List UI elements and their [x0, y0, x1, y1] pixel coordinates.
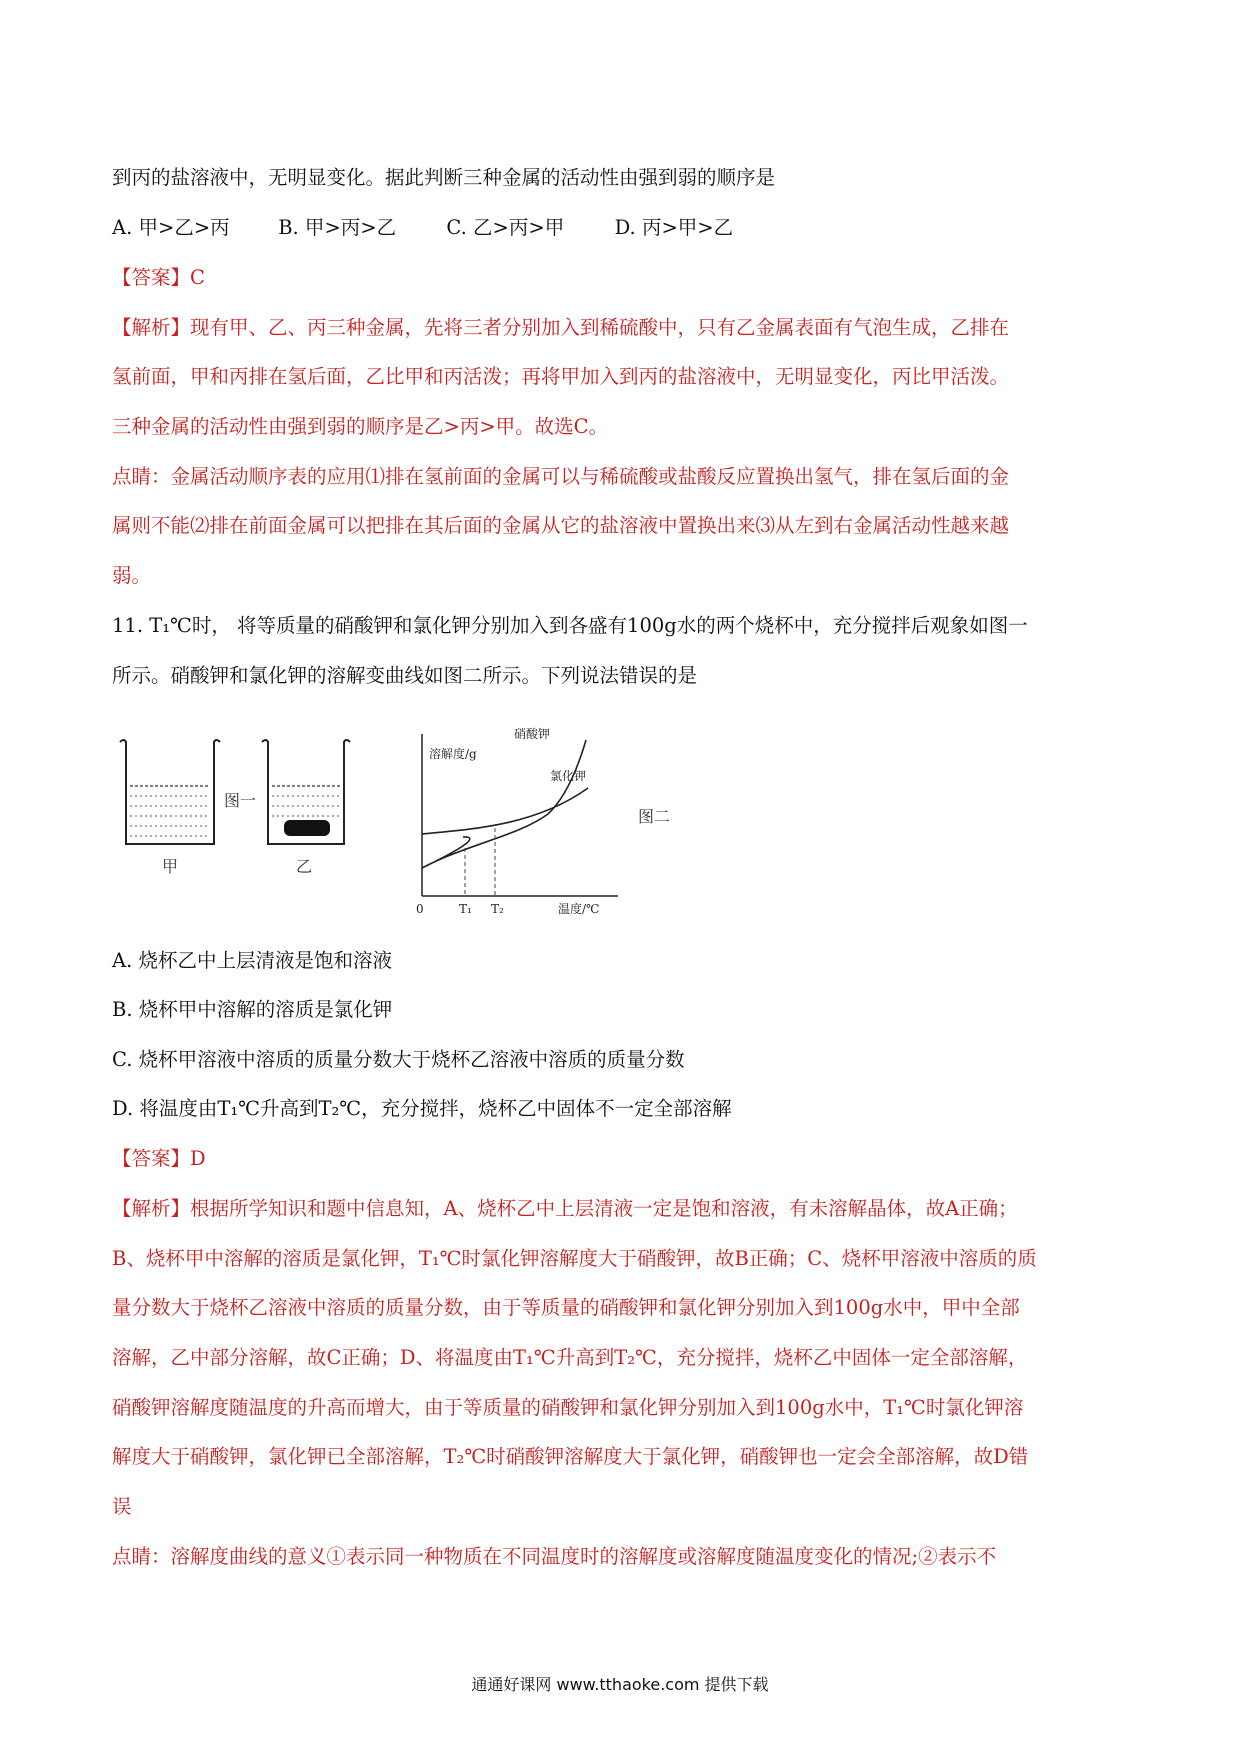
undissolved-solid — [284, 820, 330, 836]
x-axis-label: 温度/℃ — [558, 902, 600, 916]
option-d: D. 丙>甲>乙 — [614, 216, 734, 239]
fig1-label: 图一 — [224, 791, 257, 810]
kcl-label: 氯化钾 — [550, 769, 587, 783]
solution-dots — [272, 796, 340, 816]
q11-option-a: A. 烧杯乙中上层清液是饱和溶液 — [112, 949, 392, 972]
figure-svg — [118, 724, 678, 924]
q10-tip-line: 弱。 — [112, 564, 152, 587]
q11-analysis-line: B、烧杯甲中溶解的溶质是氯化钾，T₁℃时氯化钾溶解度大于硝酸钾，故B正确；C、烧杯甲溶液中溶质的质 — [112, 1247, 1037, 1270]
q10-analysis-line: 氢前面，甲和丙排在氢后面，乙比甲和丙活泼；再将甲加入到丙的盐溶液中，无明显变化，丙比甲活泼。 — [112, 365, 1010, 388]
q10-analysis-line: 三种金属的活动性由强到弱的顺序是乙>丙>甲。故选C。 — [112, 415, 609, 438]
beaker-yi-label: 乙 — [296, 857, 313, 876]
text-line: 到丙的盐溶液中，无明显变化。据此判断三种金属的活动性由强到弱的顺序是 — [112, 166, 776, 189]
q11-stem-line: 11. T₁℃时， 将等质量的硝酸钾和氯化钾分别加入到各盛有100g水的两个烧杯中，充分搅拌后观象如图一 — [112, 614, 1028, 637]
q11-option-b: B. 烧杯甲中溶解的溶质是氯化钾 — [112, 998, 393, 1021]
option-a: A. 甲>乙>丙 — [112, 216, 230, 239]
q10-tip-line: 点睛：金属活动顺序表的应用⑴排在氢前面的金属可以与稀硫酸或盐酸反应置换出氢气，排在氢后面的金 — [112, 465, 1010, 488]
q11-figure — [118, 724, 678, 928]
beaker-yi — [262, 740, 350, 876]
option-b: B. 甲>丙>乙 — [278, 216, 397, 239]
q11-analysis-line: 【解析】根据所学知识和题中信息知，A、烧杯乙中上层清液一定是饱和溶液，有未溶解晶体，故A正确； — [112, 1197, 1018, 1220]
q11-stem-line: 所示。硝酸钾和氯化钾的溶解变曲线如图二所示。下列说法错误的是 — [112, 664, 698, 687]
q10-tip-line: 属则不能⑵排在前面金属可以把排在其后面的金属从它的盐溶液中置换出来⑶从左到右金属活动性越来越 — [112, 514, 1010, 537]
q11-analysis-line: 硝酸钾溶解度随温度的升高而增大，由于等质量的硝酸钾和氯化钾分别加入到100g水中，T₁℃时氯化钾溶 — [112, 1396, 1024, 1419]
q11-analysis-line: 误 — [112, 1495, 132, 1518]
fig2-label: 图二 — [638, 807, 671, 826]
q11-analysis-line: 溶解，乙中部分溶解，故C正确；D、将温度由T₁℃升高到T₂℃，充分搅拌，烧杯乙中固体一定全部溶解， — [112, 1346, 1028, 1369]
origin-label: 0 — [416, 902, 424, 916]
q11-option-d: D. 将温度由T₁℃升高到T₂℃，充分搅拌，烧杯乙中固体不一定全部溶解 — [112, 1097, 732, 1120]
q10-options — [112, 212, 733, 240]
q11-analysis-line: 解度大于硝酸钾，氯化钾已全部溶解，T₂℃时硝酸钾溶解度大于氯化钾，硝酸钾也一定会全部溶解，故D错 — [112, 1445, 1029, 1468]
q11-tip-line: 点睛：溶解度曲线的意义①表示同一种物质在不同温度时的溶解度或溶解度随温度变化的情况;②表示不 — [112, 1545, 997, 1568]
t1-label: T₁ — [459, 902, 472, 916]
q11-option-c: C. 烧杯甲溶液中溶质的质量分数大于烧杯乙溶液中溶质的质量分数 — [112, 1048, 685, 1071]
y-axis-label: 溶解度/g — [429, 747, 477, 761]
q11-analysis-line: 量分数大于烧杯乙溶液中溶质的质量分数，由于等质量的硝酸钾和氯化钾分别加入到100g水中，甲中全部 — [112, 1296, 1020, 1319]
q10-analysis-line: 【解析】现有甲、乙、丙三种金属，先将三者分别加入到稀硫酸中，只有乙金属表面有气泡生成，乙排在 — [112, 316, 1010, 339]
kno3-label: 硝酸钾 — [514, 727, 551, 741]
q11-answer: 【答案】D — [112, 1147, 206, 1170]
page-footer: 通通好课网 www.tthaoke.com 提供下载 — [471, 1675, 769, 1694]
option-c: C. 乙>丙>甲 — [446, 216, 565, 239]
solution-dots — [130, 796, 210, 836]
solubility-chart — [416, 726, 618, 916]
beaker-jia — [120, 740, 220, 876]
beaker-jia-label: 甲 — [162, 857, 179, 876]
q10-answer: 【答案】C — [112, 266, 205, 289]
t2-label: T₂ — [491, 902, 504, 916]
